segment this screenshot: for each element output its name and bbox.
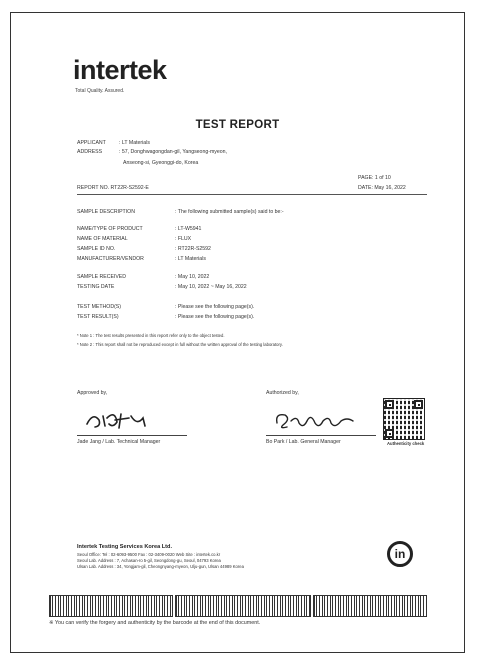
applicant-value: : LT Materials: [119, 140, 150, 146]
signature-1: [85, 408, 165, 432]
report-page: [10, 12, 465, 653]
field-value: : FLUX: [175, 236, 192, 242]
intertek-logo: intertek: [73, 55, 167, 85]
note-1: * Note 1 : The test results presented in this report refer only to the object tested.: [77, 333, 225, 338]
qr-code[interactable]: [383, 398, 425, 440]
field-label: NAME/TYPE OF PRODUCT: [77, 226, 143, 232]
verification-note: ※ You can verify the forgery and authenticity by the barcode at the end of this document.: [49, 620, 261, 626]
authenticity-label: Authenticity check: [387, 441, 425, 446]
company-line-1: Seoul Office: Tel : 02-6093-9500 Fax : 02-3409-0020 Web Site : intertek.co.kr: [77, 552, 221, 557]
field-label: NAME OF MATERIAL: [77, 236, 128, 242]
signature-2: [273, 409, 359, 433]
signature-line-1: [77, 435, 187, 436]
report-date: DATE: May 16, 2022: [358, 185, 406, 191]
date-value: : May 10, 2022: [175, 274, 210, 280]
method-value: : Please see the following page(s).: [175, 304, 255, 310]
qr-finder: [385, 400, 394, 409]
field-value: : LT-W5941: [175, 226, 202, 232]
divider: [77, 194, 427, 195]
address-line-1: : 57, Donghwagongdan-gil, Yangseong-myeon,: [119, 149, 227, 155]
address-row: [77, 149, 427, 157]
method-value: : Please see the following page(s).: [175, 314, 255, 320]
signer-1: Jade Jang / Lab. Technical Manager: [77, 439, 161, 445]
applicant-row: [77, 140, 427, 148]
signer-2: Bo Park / Lab. General Manager: [266, 439, 341, 445]
date-row: [77, 284, 427, 292]
method-row: [77, 314, 427, 322]
page-number: PAGE: 1 of 10: [358, 175, 391, 181]
intertek-badge-icon: in: [387, 541, 413, 567]
applicant-label: APPLICANT: [77, 140, 106, 146]
logo-tagline: Total Quality. Assured.: [75, 88, 125, 94]
verification-barcode[interactable]: [49, 595, 173, 617]
field-label: MANUFACTURER/VENDOR: [77, 256, 144, 262]
company-line-2: Seoul Lab. Address : 7, Achasan-ro 5-gil, Seongdong-gu, Seoul, 04793 Korea: [77, 558, 221, 563]
authorized-by-label: Authorized by,: [266, 390, 299, 396]
approved-by-label: Approved by,: [77, 390, 108, 396]
company-name: Intertek Testing Services Korea Ltd.: [77, 544, 173, 550]
method-label: TEST RESULT(S): [77, 314, 119, 320]
date-row: [77, 274, 427, 282]
sample-description-label: SAMPLE DESCRIPTION: [77, 209, 135, 215]
method-label: TEST METHOD(S): [77, 304, 121, 310]
qr-finder: [414, 400, 423, 409]
method-row: [77, 304, 427, 312]
field-row: [77, 246, 427, 254]
qr-finder: [385, 429, 394, 438]
sample-description-value: : The following submitted sample(s) said to be:-: [175, 209, 284, 215]
date-label: TESTING DATE: [77, 284, 115, 290]
field-value: : RT22R-S2592: [175, 246, 211, 252]
date-value: : May 10, 2022 ~ May 16, 2022: [175, 284, 247, 290]
address-label: ADDRESS: [77, 149, 103, 155]
field-value: : LT Materials: [175, 256, 206, 262]
sample-description-row: [77, 209, 427, 217]
date-label: SAMPLE RECEIVED: [77, 274, 127, 280]
verification-barcode[interactable]: [313, 595, 427, 617]
field-row: [77, 236, 427, 244]
field-row: [77, 256, 427, 264]
page-title: TEST REPORT: [195, 119, 280, 131]
verification-barcode[interactable]: [175, 595, 311, 617]
company-line-3: Ulsan Lab. Address : 34, Yongjam-gil, Cheongnyang-myeon, Ulju-gun, Ulsan 44989 Korea: [77, 564, 244, 569]
address-row-2: [77, 160, 427, 168]
address-line-2: Anseong-si, Gyeonggi-do, Korea: [123, 160, 199, 166]
field-row: [77, 226, 427, 234]
note-2: * Note 2 : This report shall not be reproduced except in full without the written approval of the testing laboratory.: [77, 342, 283, 347]
report-number: REPORT NO. RT22R-S2592-E: [77, 185, 149, 191]
signature-line-2: [266, 435, 376, 436]
field-label: SAMPLE ID NO.: [77, 246, 116, 252]
